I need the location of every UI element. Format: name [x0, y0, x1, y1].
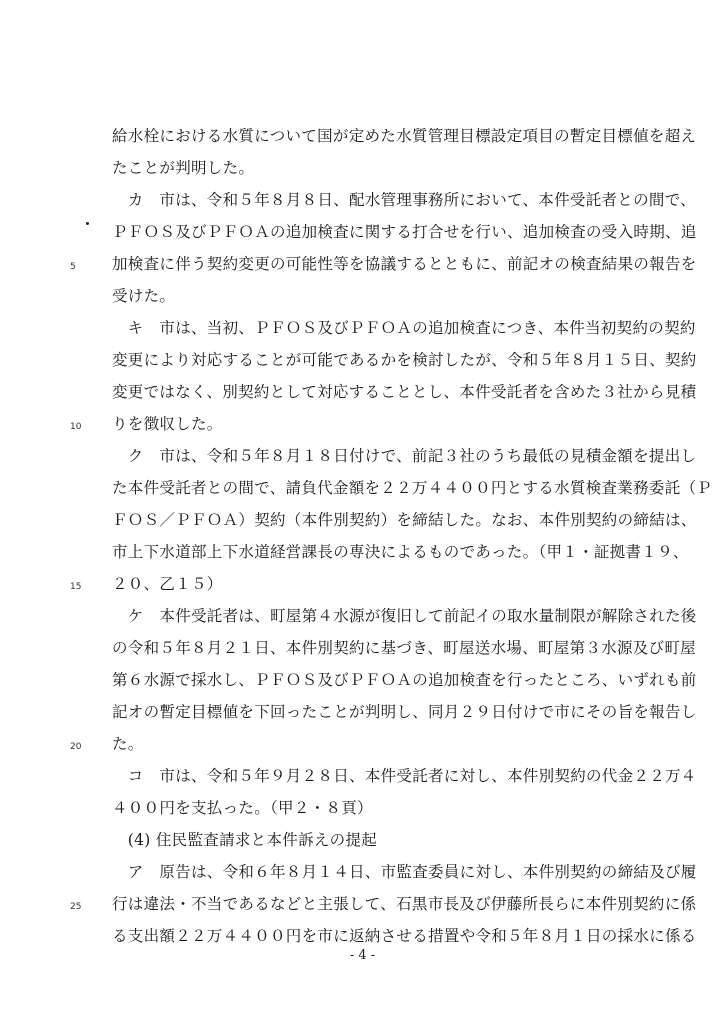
text-line: コ 市は、令和５年９月２８日、本件受託者に対し、本件別契約の代金２２万４	[112, 767, 697, 785]
text-line: た。	[112, 735, 144, 753]
text-line: 変更ではなく、別契約として対応することとし、本件受託者を含めた３社から見積	[112, 383, 697, 401]
text-line: 行は違法・不当であるなどと主張して、石黒市長及び伊藤所長らに本件別契約に係	[112, 895, 697, 913]
line-number: 10	[70, 422, 82, 432]
text-line: カ 市は、令和５年８月８日、配水管理事務所において、本件受託者との間で、	[112, 191, 696, 209]
text-line: キ 市は、当初、ＰＦＯＳ及びＰＦＯＡの追加検査につき、本件当初契約の契約	[112, 319, 696, 337]
text-line: ４００円を支払った。（甲２・８頁）	[112, 799, 373, 817]
text-line: 加検査に伴う契約変更の可能性等を協議するとともに、前記オの検査結果の報告を	[112, 255, 697, 273]
text-line: ＦＯＳ／ＰＦＯＡ）契約（本件別契約）を締結した。なお、本件別契約の締結は、	[112, 511, 697, 529]
page-number: - 4 -	[349, 948, 376, 963]
text-line: た本件受託者との間で、請負代金額を２２万４４００円とする水質検査業務委託（Ｐ	[112, 479, 713, 497]
text-line: 給水栓における水質について国が定めた水質管理目標設定項目の暫定目標値を超え	[112, 127, 697, 145]
text-line: 受けた。	[112, 287, 176, 305]
text-line: ＰＦＯＳ及びＰＦＯＡの追加検査に関する打合せを行い、追加検査の受入時期、追	[112, 223, 697, 241]
text-line: ア 原告は、令和６年８月１４日、市監査委員に対し、本件別契約の締結及び履	[112, 863, 697, 881]
text-line: ク 市は、令和５年８月１８日付けで、前記３社のうち最低の見積金額を提出し	[112, 447, 697, 465]
line-number: 5	[70, 262, 76, 272]
text-line: ２０、乙１５）	[112, 575, 223, 593]
line-number: 15	[70, 582, 82, 592]
text-line: りを徴収した。	[112, 415, 223, 433]
line-number: 25	[70, 902, 82, 912]
section-heading: (4) 住民監査請求と本件訴えの提起	[112, 831, 378, 849]
text-line: 市上下水道部上下水道経営課長の専決によるものであった。（甲１・証拠書１９、	[112, 543, 689, 561]
scan-speck	[86, 222, 89, 225]
text-line: 変更により対応することが可能であるかを検討したが、令和５年８月１５日、契約	[112, 351, 697, 369]
text-line: 第６水源で採水し、ＰＦＯＳ及びＰＦＯＡの追加検査を行ったところ、いずれも前	[112, 671, 697, 689]
text-line: たことが判明した。	[112, 159, 255, 177]
text-line: る支出額２２万４４００円を市に返納させる措置や令和５年８月１日の採水に係る	[112, 927, 697, 945]
text-line: ケ 本件受託者は、町屋第４水源が復旧して前記イの取水量制限が解除された後	[112, 607, 697, 625]
text-line: 記オの暫定目標値を下回ったことが判明し、同月２９日付けで市にその旨を報告し	[112, 703, 697, 721]
text-line: の令和５年８月２１日、本件別契約に基づき、町屋送水場、町屋第３水源及び町屋	[112, 639, 696, 657]
line-number: 20	[70, 742, 82, 752]
